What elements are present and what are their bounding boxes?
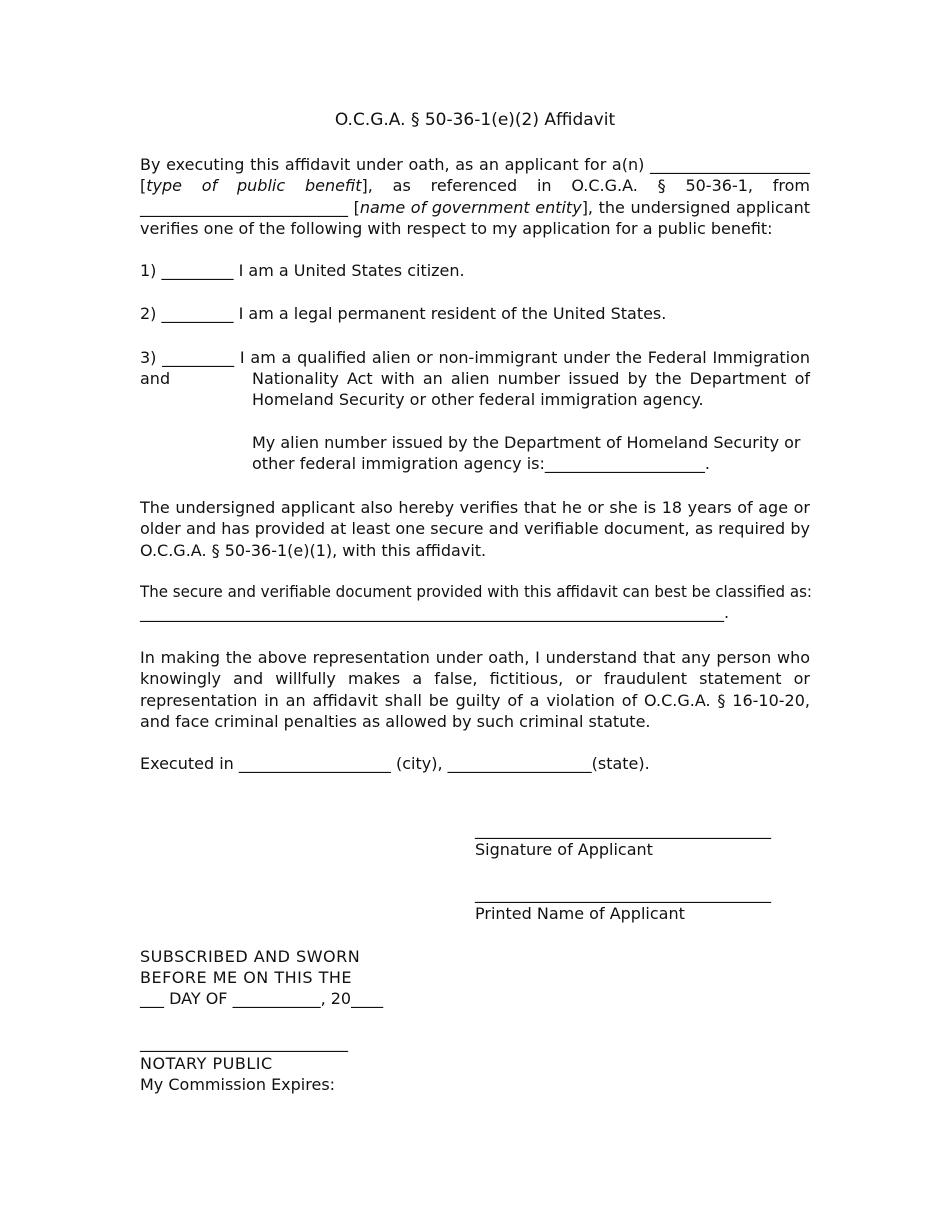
printed-name-label: Printed Name of Applicant: [475, 904, 685, 923]
option-qualified-alien: 3) _________ I am a qualified alien or non-immigrant under the Federal Immigration and: [140, 348, 810, 389]
verification-paragraph: The undersigned applicant also hereby verifies that he or she is 18 years of age or older and has provided at least one secure and verifiable document, as required by O.C.G.A. § 50-36-1(e)(1), with this affidavit.: [140, 498, 810, 560]
commission-expires-label: My Commission Expires:: [140, 1075, 336, 1094]
intro-text-1: By executing this affidavit under oath, as an applicant for a(n) ____________________ [: [140, 155, 810, 196]
printed-name-line: _____________________________________: [475, 884, 771, 903]
signature-line: _____________________________________: [475, 820, 771, 839]
intro-text-2: ], as referenced in O.C.G.A. § 50-36-1, from __________________________ [: [140, 176, 811, 217]
type-of-benefit-label: type of public benefit: [146, 176, 362, 196]
notary-date-line: ___ DAY OF ___________, 20____: [140, 989, 384, 1008]
notary-signature-line: __________________________: [140, 1033, 348, 1052]
signature-label: Signature of Applicant: [475, 840, 653, 859]
option-citizen: 1) _________ I am a United States citizen.: [140, 261, 465, 280]
intro-paragraph: [140, 154, 810, 240]
intro-text-3: ], the undersigned applicant verifies one of the following with respect to my application for a public benefit:: [140, 197, 811, 239]
notary-public-label: NOTARY PUBLIC: [140, 1054, 273, 1073]
executed-in-line: Executed in ___________________ (city), __________________(state).: [140, 754, 650, 773]
document-classification-label: The secure and verifiable document provided with this affidavit can best be classified as:: [140, 582, 812, 601]
alien-number-statement: My alien number issued by the Department of Homeland Security or other federal immigration agency is:____________________.: [252, 433, 801, 474]
government-entity-label: name of government entity: [359, 197, 582, 217]
notary-sworn-line-2: BEFORE ME ON THIS THE: [140, 968, 353, 987]
document-classification-line: _________________________________________________________________________.: [140, 603, 730, 622]
notary-sworn-line-1: SUBSCRIBED AND SWORN: [140, 947, 361, 966]
option-qualified-alien-cont: Nationality Act with an alien number issued by the Department of Homeland Security or other federal immigration agency.: [252, 369, 810, 410]
document-title: O.C.G.A. § 50-36-1(e)(2) Affidavit: [334, 110, 616, 130]
representation-paragraph: In making the above representation under oath, I understand that any person who knowingly and willfully makes a false, fictitious, or fraudulent statement or representation in an affidavit shall be guilty of a violation of O.C.G.A. § 16-10-20, and face criminal penalties as allowed by such criminal statute.: [140, 648, 810, 732]
option-permanent-resident: 2) _________ I am a legal permanent resident of the United States.: [140, 304, 667, 323]
